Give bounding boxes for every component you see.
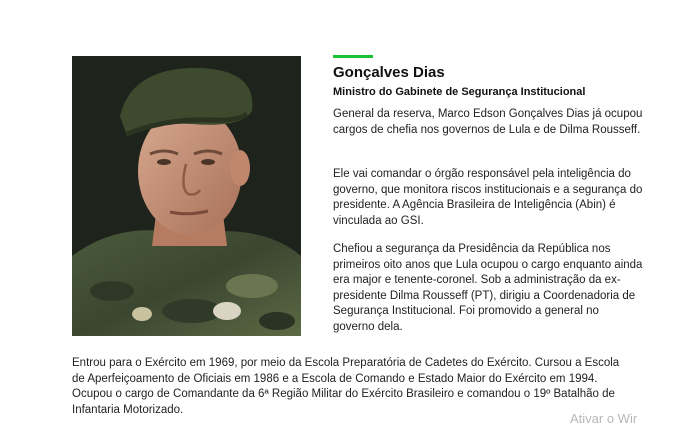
portrait-illustration — [72, 56, 301, 336]
bio-paragraph-3: Chefiou a segurança da Presidência da República nos primeiros oito anos que Lula ocupou o cargo enquanto ainda era major e tenente-coronel. Sob a administração da ex-presidente Dilma Rousseff (PT), dirigiu a Coordenadoria de Segurança Institucional. Foi promovido a general no governo dela. — [333, 243, 643, 333]
person-role: Ministro do Gabinete de Segurança Institucional — [333, 86, 586, 98]
bio-paragraph-2: Ele vai comandar o órgão responsável pela inteligência do governo, que monitora riscos institucionais e a segurança do presidente. A Agência Brasileira de Inteligência (Abin) é vinculada ao GSI. — [333, 168, 643, 227]
bio-paragraph-1: General da reserva, Marco Edson Gonçalves Dias já ocupou cargos de chefia nos governos de Lula e de Dilma Rousseff. — [333, 108, 643, 136]
accent-bar — [333, 55, 373, 58]
portrait-photo — [72, 56, 301, 336]
person-name: Gonçalves Dias — [333, 64, 445, 81]
bio-paragraph-career: Entrou para o Exército em 1969, por meio da Escola Preparatória de Cadetes do Exército. Cursou a Escola de Aperfeiçoamento de Oficiais em 1986 e a Escola de Comando e Estado Maior do Exército em 1994. Ocupou o cargo de Comandante da 6ª Região Militar do Exército Brasileiro e comandou o 19º Batalhão de Infantaria Motorizado. — [72, 357, 620, 416]
windows-activation-watermark: Ativar o Wir — [570, 411, 638, 426]
